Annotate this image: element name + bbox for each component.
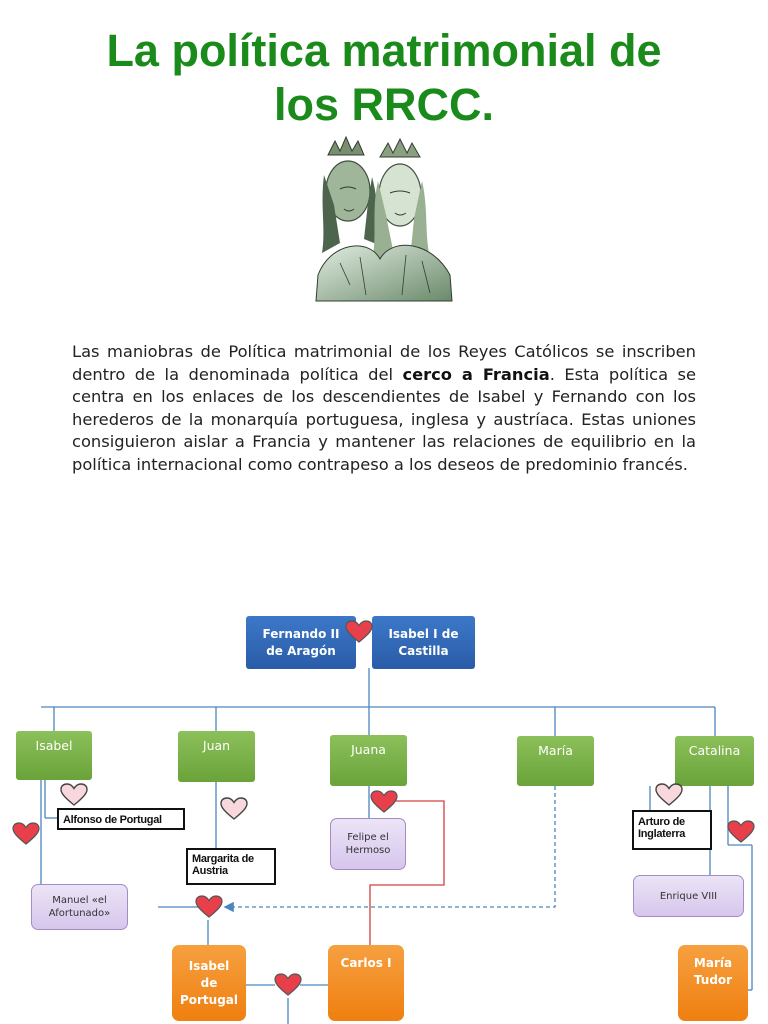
arturo-line-1: Arturo de bbox=[638, 816, 685, 828]
heart-icon bbox=[727, 820, 755, 844]
maria-tudor-line-2: Tudor bbox=[693, 973, 733, 987]
margarita-label bbox=[186, 848, 276, 885]
paragraph-part-1: Las maniobras de Política matrimonial de los Reyes Católicos se inscriben dentro de la denominada política del bbox=[72, 342, 696, 384]
maria-tudor-box bbox=[678, 945, 748, 1021]
isabel-catolica-line-1: Isabel I de bbox=[388, 626, 459, 641]
child-juana-box: Juana bbox=[330, 735, 407, 786]
heart-icon bbox=[370, 790, 398, 814]
felipe-box bbox=[330, 818, 406, 870]
isabel-portugal-line-2: de bbox=[200, 975, 218, 990]
heart-icon bbox=[274, 973, 302, 997]
fernando-box bbox=[246, 616, 356, 669]
heart-outline-icon bbox=[60, 783, 88, 807]
enrique-box: Enrique VIII bbox=[633, 875, 744, 917]
manuel-line-2: Afortunado» bbox=[48, 908, 111, 919]
paragraph-emphasis: cerco a Francia bbox=[402, 364, 550, 384]
alfonso-label: Alfonso de Portugal bbox=[57, 808, 185, 830]
isabel-catolica-line-2: Castilla bbox=[398, 643, 449, 658]
manuel-line-1: Manuel «el bbox=[52, 895, 107, 906]
margarita-line-1: Margarita de bbox=[192, 853, 254, 865]
heart-outline-icon bbox=[655, 783, 683, 807]
child-catalina-box: Catalina bbox=[675, 736, 754, 786]
felipe-line-1: Felipe el bbox=[347, 832, 389, 843]
child-juan-box: Juan bbox=[178, 731, 255, 782]
child-isabel-box: Isabel bbox=[16, 731, 92, 780]
carlos-label: Carlos I bbox=[340, 956, 392, 970]
child-maria-box: María bbox=[517, 736, 594, 786]
isabel-catolica-box bbox=[372, 616, 475, 669]
fernando-line-1: Fernando II bbox=[262, 626, 340, 641]
margarita-line-2: Austria bbox=[192, 865, 228, 877]
paragraph-part-2: . Esta política se centra en los enlaces de los descendientes de Isabel y Fernando con los herederos de la monarquía portuguesa, inglesa y austríaca. Estas uniones consiguieron aislar a Francia y mantener las relaciones de equilibrio en la política internacional como contrapeso a los deseos de predominio francés. bbox=[72, 364, 696, 474]
felipe-line-2: Hermoso bbox=[345, 845, 391, 856]
heart-icon bbox=[345, 620, 373, 644]
isabel-portugal-line-3: Portugal bbox=[179, 992, 239, 1007]
manuel-box bbox=[31, 884, 128, 930]
arturo-line-2: Inglaterra bbox=[638, 828, 686, 840]
title-line-1: La política matrimonial de bbox=[106, 25, 662, 76]
isabel-portugal-box bbox=[172, 945, 246, 1021]
arturo-label bbox=[632, 810, 712, 850]
isabel-portugal-line-1: Isabel bbox=[188, 958, 230, 973]
maria-tudor-line-1: María bbox=[693, 956, 733, 970]
title-line-2: los RRCC. bbox=[273, 79, 494, 130]
heart-icon bbox=[12, 822, 40, 846]
heart-icon bbox=[195, 895, 223, 919]
heart-outline-icon bbox=[220, 797, 248, 821]
fernando-line-2: de Aragón bbox=[266, 643, 336, 658]
carlos-box bbox=[328, 945, 404, 1021]
